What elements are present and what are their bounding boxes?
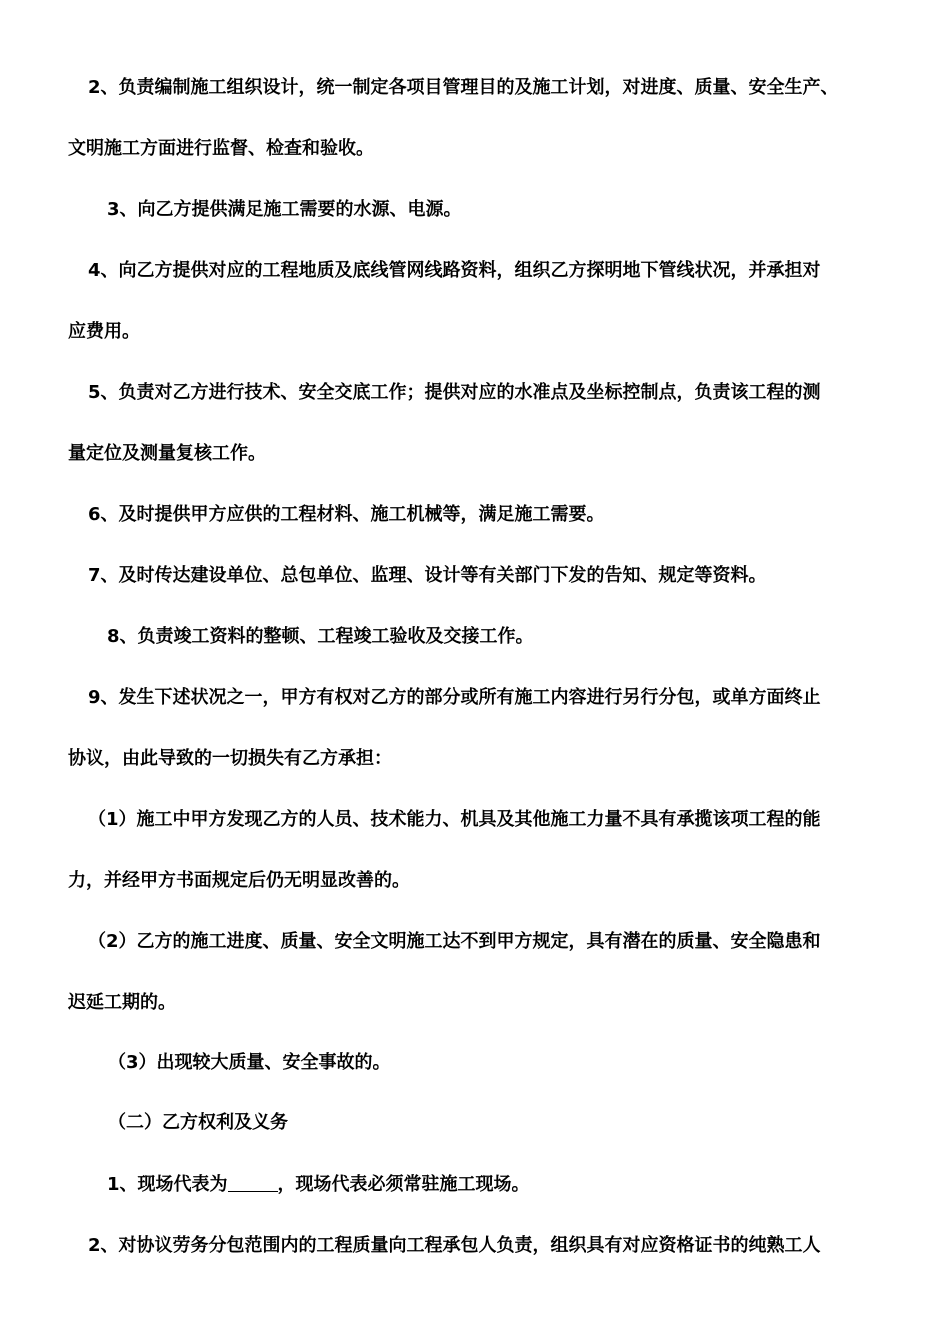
- line-text: 8、负责竣工资料的整顿、工程竣工验收及交接工作。: [107, 626, 534, 647]
- text-line: [0, 622, 950, 652]
- line-text: 量定位及测量复核工作。: [68, 443, 266, 464]
- text-line: [0, 195, 950, 225]
- line-text: 协议，由此导致的一切损失有乙方承担：: [68, 748, 392, 769]
- text-line: [0, 73, 950, 103]
- line-text: （3）出现较大质量、安全事故的。: [108, 1052, 391, 1073]
- text-line: [0, 927, 950, 957]
- line-text: 4、向乙方提供对应的工程地质及底线管网线路资料，组织乙方探明地下管线状况，并承担对: [88, 260, 821, 281]
- line-text: 5、负责对乙方进行技术、安全交底工作；提供对应的水准点及坐标控制点，负责该工程的测: [88, 382, 821, 403]
- text-line: [0, 1048, 950, 1078]
- line-text: 迟延工期的。: [68, 992, 176, 1013]
- text-line: [0, 744, 950, 774]
- text-line: [0, 256, 950, 286]
- text-line: [0, 805, 950, 835]
- line-text: （二）乙方权利及义务: [108, 1112, 288, 1133]
- line-text: 2、负责编制施工组织设计，统一制定各项目管理目的及施工计划，对进度、质量、安全生产、: [88, 77, 839, 98]
- text-line: [0, 317, 950, 347]
- text-line: [0, 439, 950, 469]
- text-line: [0, 134, 950, 164]
- text-line: [0, 1231, 950, 1261]
- rep-prefix-text: 1、现场代表为: [107, 1174, 228, 1195]
- line-text: 应费用。: [68, 321, 140, 342]
- line-text: （1）施工中甲方发现乙方的人员、技术能力、机具及其他施工力量不具有承揽该项工程的能: [88, 809, 821, 830]
- fill-in-blank[interactable]: [228, 1173, 278, 1192]
- rep-suffix-text: ，现场代表必须常驻施工现场。: [277, 1174, 530, 1195]
- text-line: [0, 1170, 950, 1200]
- line-text: 7、及时传达建设单位、总包单位、监理、设计等有关部门下发的告知、规定等资料。: [88, 565, 767, 586]
- line-text: （2）乙方的施工进度、质量、安全文明施工达不到甲方规定，具有潜在的质量、安全隐患和: [88, 931, 821, 952]
- text-line: [0, 561, 950, 591]
- line-text: 文明施工方面进行监督、检查和验收。: [68, 138, 374, 159]
- line-text: 3、向乙方提供满足施工需要的水源、电源。: [107, 199, 462, 220]
- text-line: [0, 988, 950, 1018]
- text-line: [0, 866, 950, 896]
- section-heading: [0, 1108, 950, 1138]
- text-line: [0, 500, 950, 530]
- text-line: [0, 378, 950, 408]
- line-text: 力，并经甲方书面规定后仍无明显改善的。: [68, 870, 410, 891]
- line-text: 6、及时提供甲方应供的工程材料、施工机械等，满足施工需要。: [88, 504, 605, 525]
- line-text: 9、发生下述状况之一，甲方有权对乙方的部分或所有施工内容进行另行分包，或单方面终止: [88, 687, 821, 708]
- text-line: [0, 683, 950, 713]
- line-text: 2、对协议劳务分包范围内的工程质量向工程承包人负责，组织具有对应资格证书的纯熟工人: [88, 1235, 821, 1256]
